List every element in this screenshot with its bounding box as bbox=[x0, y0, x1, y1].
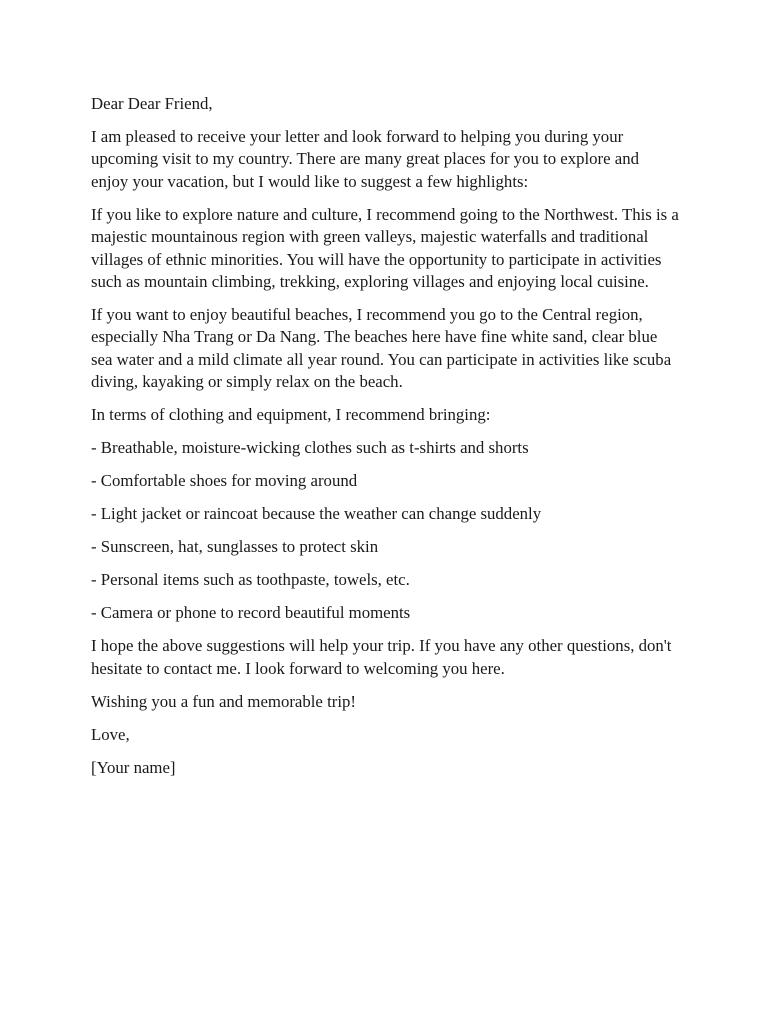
list-item: - Camera or phone to record beautiful moments bbox=[91, 603, 411, 623]
intro-paragraph: I am pleased to receive your letter and look forward to helping you during your upcoming visit to my country. There are many great places for you to explore and enjoy your vacation, but I would like to suggest a few highlights: bbox=[91, 127, 640, 191]
list-item: - Comfortable shoes for moving around bbox=[91, 471, 358, 491]
signature: [Your name] bbox=[91, 757, 176, 777]
list-item: - Light jacket or raincoat because the weather can change suddenly bbox=[91, 504, 542, 524]
wish-line: Wishing you a fun and memorable trip! bbox=[91, 691, 356, 711]
letter-body bbox=[91, 93, 679, 779]
list-item: - Personal items such as toothpaste, towels, etc. bbox=[91, 570, 410, 590]
letter-greeting: Dear Dear Friend, bbox=[91, 94, 213, 113]
northwest-paragraph: If you like to explore nature and culture, I recommend going to the Northwest. This is a majestic mountainous region with green valleys, majestic waterfalls and traditional villages of ethnic minorities. You will have the opportunity to participate in activities such as mountain climbing, trekking, exploring villages and enjoying local cuisine. bbox=[91, 204, 679, 292]
beaches-paragraph: If you want to enjoy beautiful beaches, I recommend you go to the Central region, especially Nha Trang or Da Nang. The beaches here have fine white sand, clear blue sea water and a mild climate all year round. You can participate in activities like scuba diving, kayaking or simply relax on the beach. bbox=[91, 305, 672, 392]
clothing-intro: In terms of clothing and equipment, I recommend bringing: bbox=[91, 405, 491, 425]
list-item: - Sunscreen, hat, sunglasses to protect skin bbox=[91, 537, 379, 557]
signoff: Love, bbox=[91, 724, 130, 744]
list-item: - Breathable, moisture-wicking clothes such as t-shirts and shorts bbox=[91, 438, 529, 458]
closing-paragraph: I hope the above suggestions will help your trip. If you have any other questions, don't hesitate to contact me. I look forward to welcoming you here. bbox=[91, 636, 672, 678]
